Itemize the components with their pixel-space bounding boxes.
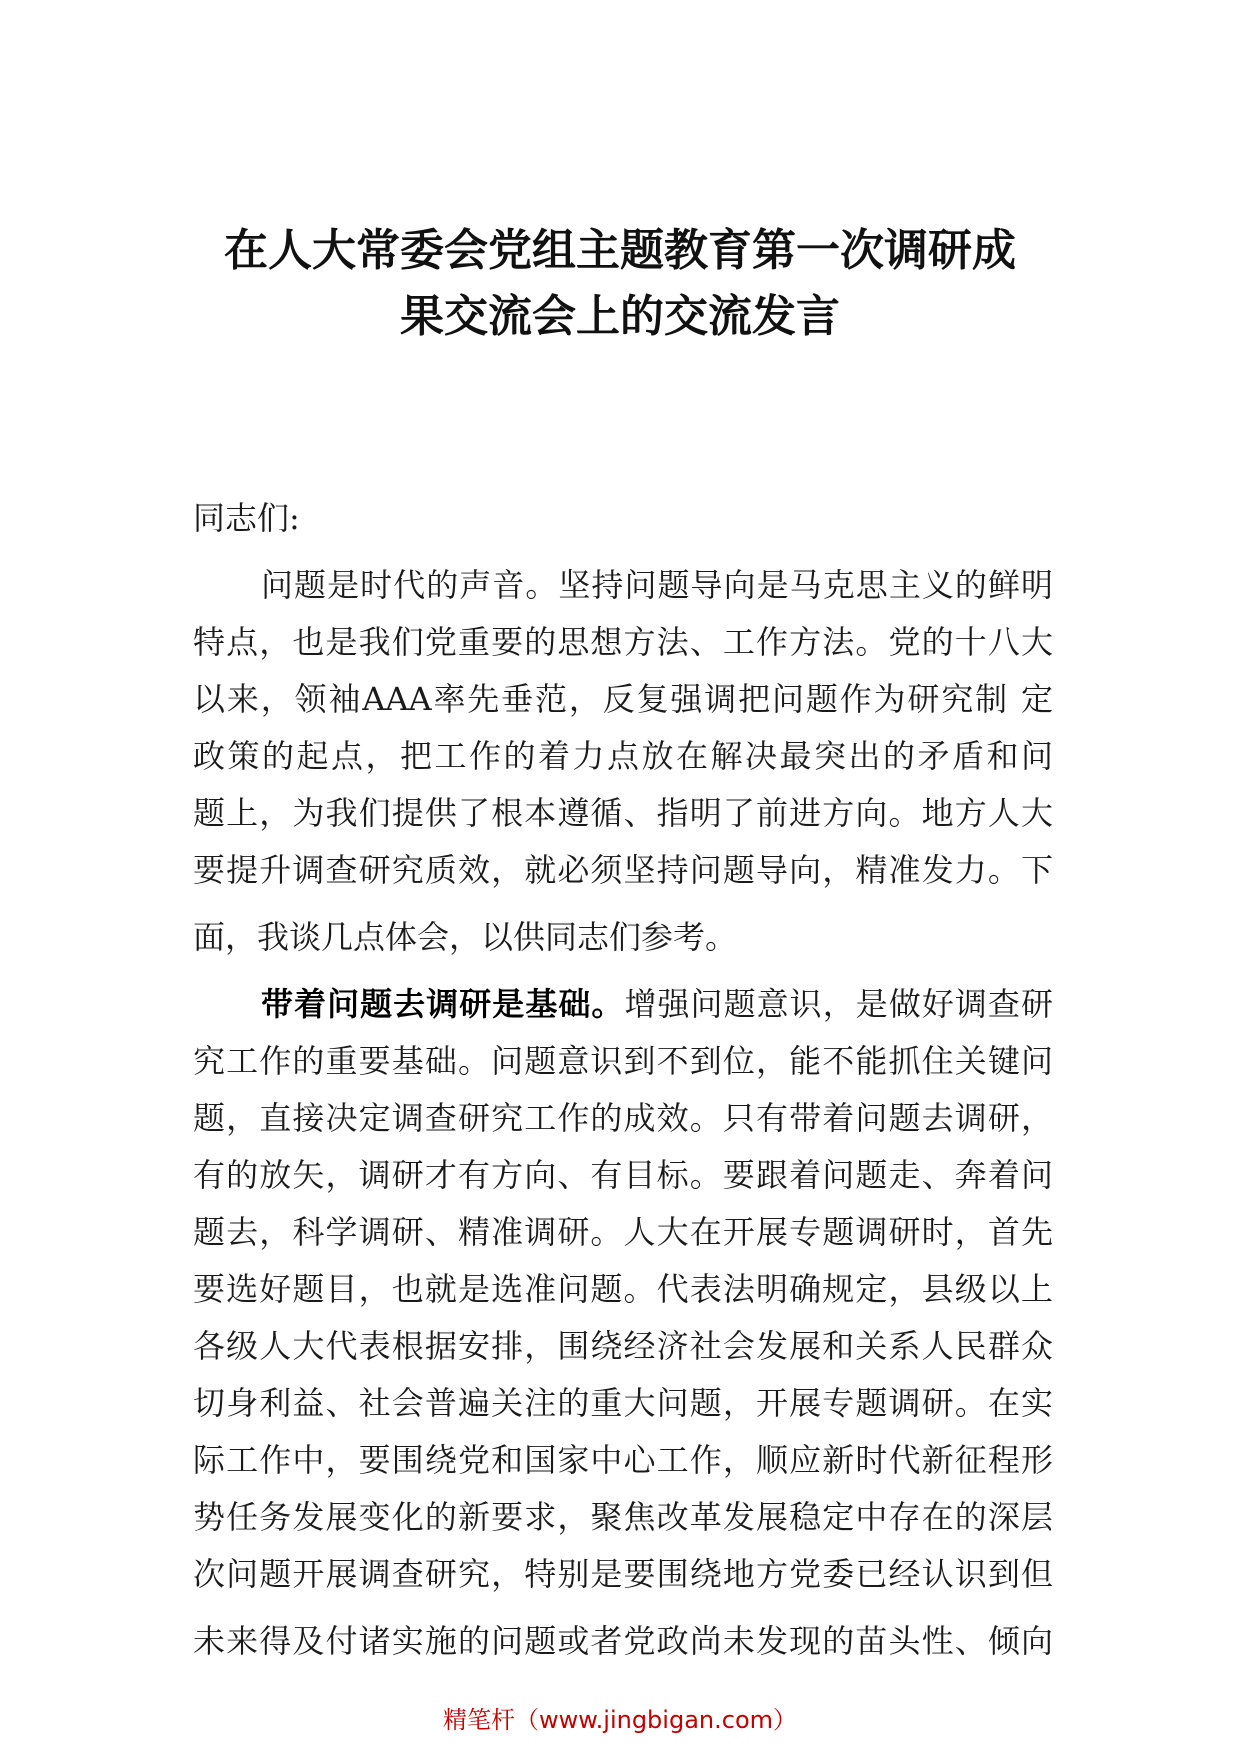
paragraph-line: 题上，为我们提供了根本遵循、指明了前进方向。地方人大 [193,794,1053,832]
paragraph-line-rest: 增强问题意识，是做好调查研 [624,985,1053,1023]
paragraph-lead-heading: 带着问题去调研是基础。 [261,985,625,1023]
salutation: 同志们: [193,499,300,537]
paragraph-line: 究工作的重要基础。问题意识到不到位，能不能抓住关键问 [193,1042,1053,1080]
footer-watermark: 精笔杆（www.jingbigan.com） [442,1706,798,1734]
paragraph-line: 要提升调查研究质效，就必须坚持问题导向，精准发力。下 [193,851,1053,889]
paragraph-2 [193,976,1053,1670]
paragraph-line: 政策的起点，把工作的着力点放在解决最突出的矛盾和问 [193,737,1053,775]
paragraph-line: 要选好题目，也就是选准问题。代表法明确规定，县级以上 [193,1270,1053,1308]
paragraph-line: 面，我谈几点体会，以供同志们参考。 [193,918,738,956]
paragraph-line: 势任务发展变化的新要求，聚焦改革发展稳定中存在的深层 [193,1498,1053,1536]
title-line-2: 果交流会上的交流发言 [400,291,840,342]
title-line-1: 在人大常委会党组主题教育第一次调研成 [224,225,1016,276]
paragraph-line: 问题是时代的声音。坚持问题导向是马克思主义的鲜明 [261,566,1053,604]
paragraph-line: 题去，科学调研、精准调研。人大在开展专题调研时，首先 [193,1213,1053,1251]
paragraph-line: 未来得及付诸实施的问题或者党政尚未发现的苗头性、倾向 [193,1622,1053,1660]
paragraph-line: 特点，也是我们党重要的思想方法、工作方法。党的十八大 [193,623,1053,661]
paragraph-line: 有的放矢，调研才有方向、有目标。要跟着问题走、奔着问 [193,1156,1053,1194]
paragraph-line: 各级人大代表根据安排，围绕经济社会发展和关系人民群众 [193,1327,1053,1365]
paragraph-line: 以来，领袖AAA率先垂范，反复强调把问题作为研究制 定 [193,680,1053,718]
paragraph-line: 切身利益、社会普遍关注的重大问题，开展专题调研。在实 [193,1384,1053,1422]
document-title [150,218,1090,350]
paragraph-line [193,976,1053,1033]
paragraph-1 [193,557,1053,966]
paragraph-line: 际工作中，要围绕党和国家中心工作，顺应新时代新征程形 [193,1441,1053,1479]
document-body [193,490,1053,1670]
paragraph-line: 题，直接决定调查研究工作的成效。只有带着问题去调研， [193,1099,1053,1137]
paragraph-line: 次问题开展调查研究，特别是要围绕地方党委已经认识到但 [193,1555,1053,1593]
